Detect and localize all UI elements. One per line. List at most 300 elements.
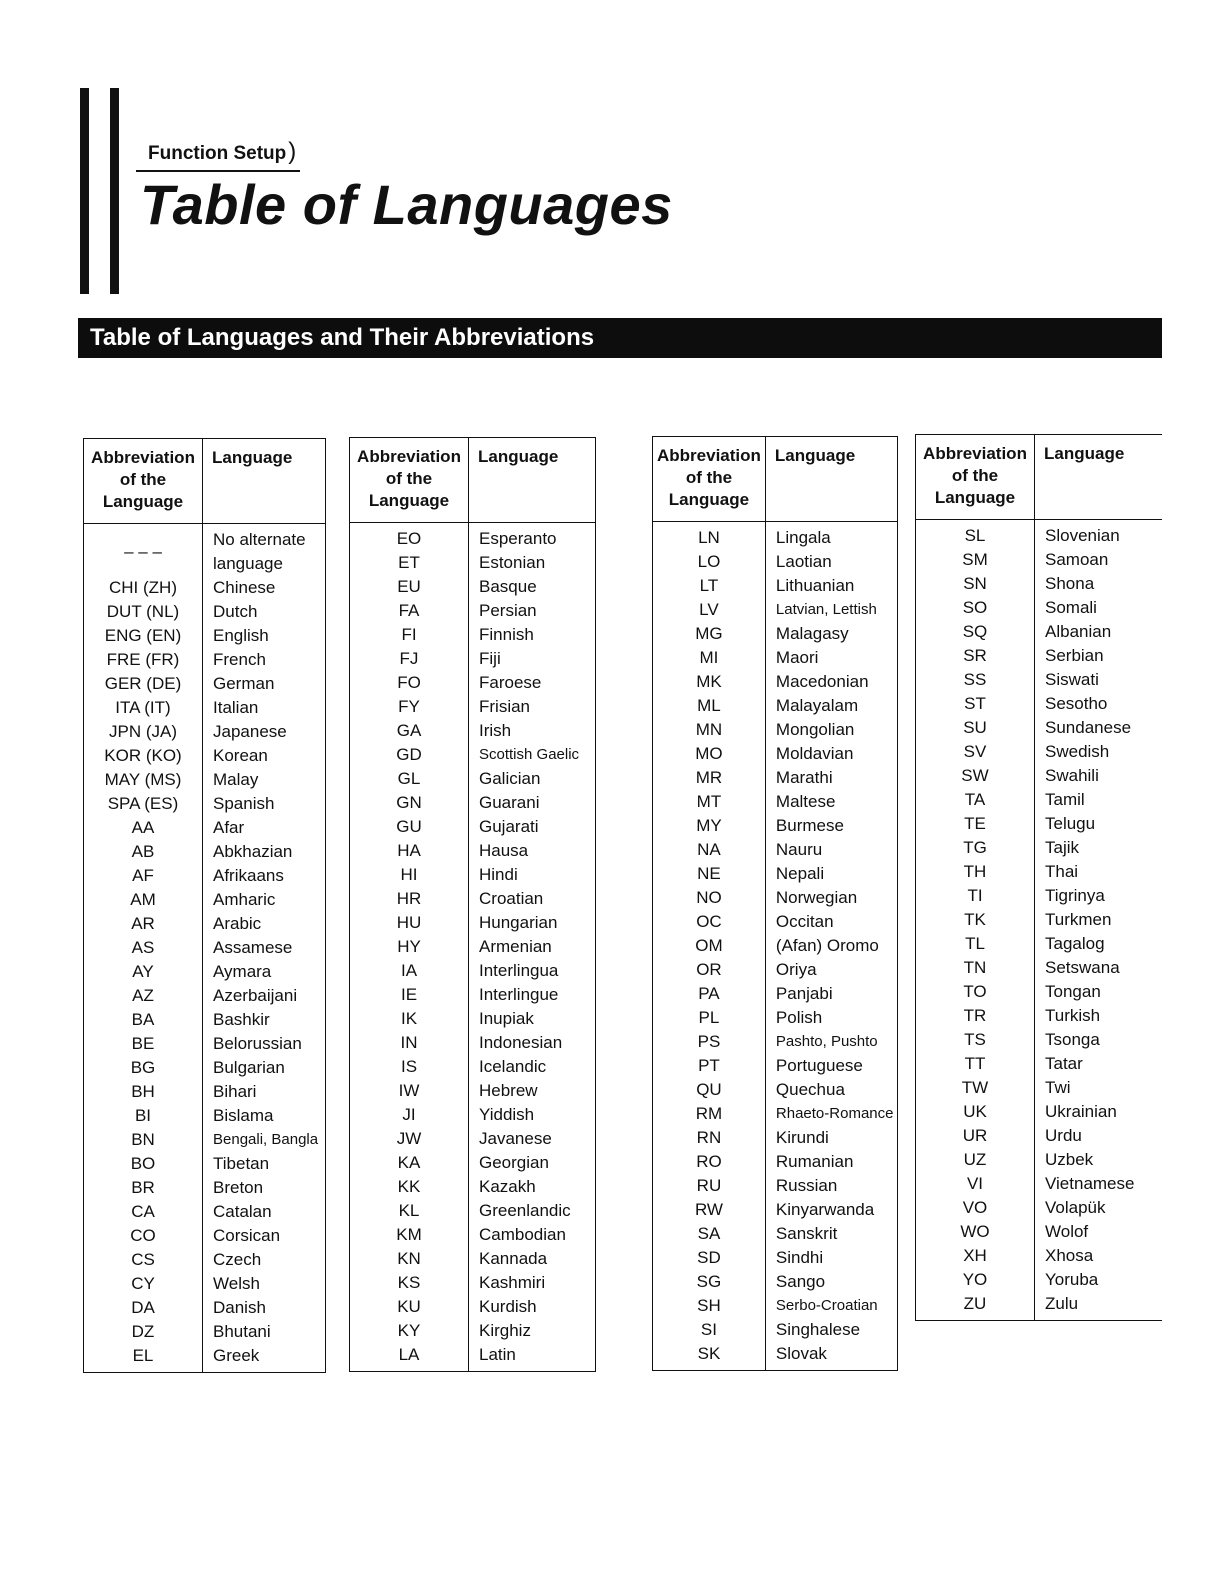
abbreviation-cell: DA bbox=[84, 1296, 203, 1320]
table-row bbox=[84, 984, 326, 1008]
language-cell: Xhosa bbox=[1045, 1246, 1094, 1265]
abbreviation-cell: CA bbox=[84, 1200, 203, 1224]
language-cell: Tajik bbox=[1045, 838, 1080, 857]
table-row bbox=[653, 1126, 898, 1150]
table-row bbox=[84, 1224, 326, 1248]
header-language: Language bbox=[765, 437, 898, 522]
abbreviation-cell: JI bbox=[350, 1103, 469, 1127]
language-cell: Galician bbox=[469, 767, 596, 791]
language-cell: Norwegian bbox=[765, 886, 898, 910]
abbreviation-cell: SA bbox=[653, 1222, 766, 1246]
language-cell: Swahili bbox=[1045, 766, 1099, 785]
abbreviation-cell: SPA (ES) bbox=[84, 792, 203, 816]
table-row bbox=[653, 1222, 898, 1246]
table-row bbox=[653, 790, 898, 814]
language-cell: Tibetan bbox=[203, 1152, 326, 1176]
language-cell: Quechua bbox=[765, 1078, 898, 1102]
language-cell: Spanish bbox=[203, 792, 326, 816]
abbreviation-cell: HR bbox=[350, 887, 469, 911]
abbreviation-cell: SK bbox=[653, 1342, 766, 1371]
table-row bbox=[916, 1124, 1163, 1148]
language-table-3 bbox=[652, 436, 898, 1371]
language-cell: Slovak bbox=[765, 1342, 898, 1371]
header-language: Language bbox=[1035, 435, 1163, 520]
language-cell: Interlingue bbox=[469, 983, 596, 1007]
language-cell: Rumanian bbox=[765, 1150, 898, 1174]
language-table-4 bbox=[915, 434, 1162, 1321]
abbreviation-cell: PL bbox=[653, 1006, 766, 1030]
abbreviation-cell: SQ bbox=[916, 620, 1035, 644]
abbreviation-cell: YO bbox=[916, 1268, 1035, 1292]
abbreviation-cell: HA bbox=[350, 839, 469, 863]
language-cell: Pashto, Pushto bbox=[765, 1030, 898, 1054]
language-cell: Fiji bbox=[469, 647, 596, 671]
table-row bbox=[653, 1174, 898, 1198]
language-cell: Hebrew bbox=[469, 1079, 596, 1103]
abbreviation-cell: KA bbox=[350, 1151, 469, 1175]
table-row bbox=[350, 575, 596, 599]
table-row bbox=[350, 599, 596, 623]
table-row bbox=[653, 742, 898, 766]
abbreviation-cell: LA bbox=[350, 1343, 469, 1372]
abbreviation-cell: AM bbox=[84, 888, 203, 912]
table-row bbox=[653, 622, 898, 646]
language-cell: Occitan bbox=[765, 910, 898, 934]
language-cell: Moldavian bbox=[765, 742, 898, 766]
language-cell: Kirghiz bbox=[469, 1319, 596, 1343]
language-cell: Korean bbox=[203, 744, 326, 768]
abbreviation-cell: GA bbox=[350, 719, 469, 743]
language-cell: German bbox=[203, 672, 326, 696]
table-row bbox=[350, 551, 596, 575]
language-cell: Vietnamese bbox=[1045, 1174, 1135, 1193]
language-cell: Samoan bbox=[1045, 550, 1109, 569]
abbreviation-cell: FO bbox=[350, 671, 469, 695]
table-row bbox=[350, 1271, 596, 1295]
language-cell: No alternate language bbox=[203, 524, 326, 577]
table-row bbox=[84, 648, 326, 672]
language-cell: Macedonian bbox=[765, 670, 898, 694]
table-row bbox=[84, 624, 326, 648]
language-cell: (Afan) Oromo bbox=[765, 934, 898, 958]
abbreviation-cell: JPN (JA) bbox=[84, 720, 203, 744]
abbreviation-cell: KK bbox=[350, 1175, 469, 1199]
table-row bbox=[653, 1006, 898, 1030]
table-row bbox=[653, 718, 898, 742]
language-cell: Tatar bbox=[1045, 1054, 1083, 1073]
abbreviation-cell: KL bbox=[350, 1199, 469, 1223]
table-header-row bbox=[916, 435, 1163, 520]
table-row bbox=[350, 671, 596, 695]
abbreviation-cell: JW bbox=[350, 1127, 469, 1151]
language-cell: Amharic bbox=[203, 888, 326, 912]
language-cell: Portuguese bbox=[765, 1054, 898, 1078]
abbreviation-cell: EU bbox=[350, 575, 469, 599]
abbreviation-cell: SR bbox=[916, 644, 1035, 668]
language-cell: Hindi bbox=[469, 863, 596, 887]
language-cell: Irish bbox=[469, 719, 596, 743]
abbreviation-cell: NA bbox=[653, 838, 766, 862]
table-row bbox=[350, 1031, 596, 1055]
abbreviation-cell: HU bbox=[350, 911, 469, 935]
abbreviation-cell: FA bbox=[350, 599, 469, 623]
table-row bbox=[916, 836, 1163, 860]
language-cell: Inupiak bbox=[469, 1007, 596, 1031]
abbreviation-cell: SN bbox=[916, 572, 1035, 596]
abbreviation-cell: KY bbox=[350, 1319, 469, 1343]
abbreviation-cell: WO bbox=[916, 1220, 1035, 1244]
language-cell: Mongolian bbox=[765, 718, 898, 742]
language-cell: Tsonga bbox=[1045, 1030, 1100, 1049]
abbreviation-cell: IE bbox=[350, 983, 469, 1007]
language-cell: Telugu bbox=[1045, 814, 1096, 833]
abbreviation-cell: FY bbox=[350, 695, 469, 719]
language-cell: Cambodian bbox=[469, 1223, 596, 1247]
language-cell: Ukrainian bbox=[1045, 1102, 1117, 1121]
abbreviation-cell: TN bbox=[916, 956, 1035, 980]
language-cell: Czech bbox=[203, 1248, 326, 1272]
abbreviation-cell: SL bbox=[916, 520, 1035, 549]
language-cell: Slovenian bbox=[1045, 526, 1120, 545]
table-row bbox=[84, 672, 326, 696]
table-row bbox=[916, 932, 1163, 956]
header-abbreviation: Abbreviation of the Language bbox=[84, 439, 203, 524]
table-row bbox=[84, 936, 326, 960]
table-row bbox=[653, 670, 898, 694]
table-row bbox=[84, 1008, 326, 1032]
abbreviation-cell: FRE (FR) bbox=[84, 648, 203, 672]
abbreviation-cell: MG bbox=[653, 622, 766, 646]
table-row bbox=[84, 864, 326, 888]
abbreviation-cell: GN bbox=[350, 791, 469, 815]
language-cell: Hungarian bbox=[469, 911, 596, 935]
language-cell: Tagalog bbox=[1045, 934, 1105, 953]
table-row bbox=[84, 696, 326, 720]
table-row bbox=[84, 960, 326, 984]
language-cell: Corsican bbox=[203, 1224, 326, 1248]
language-cell: Rhaeto-Romance bbox=[765, 1102, 898, 1126]
abbreviation-cell: ZU bbox=[916, 1292, 1035, 1321]
table-row bbox=[350, 623, 596, 647]
language-cell: Nauru bbox=[765, 838, 898, 862]
table-row bbox=[916, 572, 1163, 596]
language-cell: Bhutani bbox=[203, 1320, 326, 1344]
table-row bbox=[653, 1150, 898, 1174]
table-row bbox=[350, 695, 596, 719]
language-cell: Arabic bbox=[203, 912, 326, 936]
table-row bbox=[84, 888, 326, 912]
header-abbreviation: Abbreviation of the Language bbox=[350, 438, 469, 523]
abbreviation-cell: LO bbox=[653, 550, 766, 574]
abbreviation-cell: ET bbox=[350, 551, 469, 575]
abbreviation-cell: IW bbox=[350, 1079, 469, 1103]
abbreviation-cell: BE bbox=[84, 1032, 203, 1056]
abbreviation-cell: TT bbox=[916, 1052, 1035, 1076]
abbreviation-cell: ST bbox=[916, 692, 1035, 716]
abbreviation-cell: TG bbox=[916, 836, 1035, 860]
language-cell: Latvian, Lettish bbox=[765, 598, 898, 622]
abbreviation-cell: BG bbox=[84, 1056, 203, 1080]
table-row bbox=[350, 959, 596, 983]
table-header-row bbox=[350, 438, 596, 523]
abbreviation-cell: MN bbox=[653, 718, 766, 742]
table-row bbox=[653, 1078, 898, 1102]
language-cell: Georgian bbox=[469, 1151, 596, 1175]
header-language: Language bbox=[203, 439, 326, 524]
abbreviation-cell: SO bbox=[916, 596, 1035, 620]
abbreviation-cell: CHI (ZH) bbox=[84, 576, 203, 600]
language-cell: Laotian bbox=[765, 550, 898, 574]
language-cell: Polish bbox=[765, 1006, 898, 1030]
decorative-side-bar-left bbox=[80, 88, 89, 294]
table-row bbox=[84, 720, 326, 744]
language-cell: Kannada bbox=[469, 1247, 596, 1271]
abbreviation-cell: DUT (NL) bbox=[84, 600, 203, 624]
language-cell: Singhalese bbox=[765, 1318, 898, 1342]
language-cell: Urdu bbox=[1045, 1126, 1082, 1145]
language-cell: Malay bbox=[203, 768, 326, 792]
header-abbreviation: Abbreviation of the Language bbox=[653, 437, 766, 522]
language-cell: Bulgarian bbox=[203, 1056, 326, 1080]
language-cell: Greenlandic bbox=[469, 1199, 596, 1223]
abbreviation-cell: KS bbox=[350, 1271, 469, 1295]
table-row bbox=[916, 1172, 1163, 1196]
language-cell: Finnish bbox=[469, 623, 596, 647]
table-row bbox=[916, 1100, 1163, 1124]
abbreviation-cell: FI bbox=[350, 623, 469, 647]
language-cell: Greek bbox=[203, 1344, 326, 1373]
table-row bbox=[84, 524, 326, 577]
abbreviation-cell: TE bbox=[916, 812, 1035, 836]
abbreviation-cell: LV bbox=[653, 598, 766, 622]
abbreviation-cell: VO bbox=[916, 1196, 1035, 1220]
section-label-bracket: ) bbox=[288, 138, 297, 165]
abbreviation-cell: GU bbox=[350, 815, 469, 839]
abbreviation-cell: IK bbox=[350, 1007, 469, 1031]
language-cell: Burmese bbox=[765, 814, 898, 838]
abbreviation-cell: HY bbox=[350, 935, 469, 959]
banner-title: Table of Languages and Their Abbreviations bbox=[78, 318, 1162, 358]
abbreviation-cell: CY bbox=[84, 1272, 203, 1296]
table-row bbox=[350, 839, 596, 863]
table-row bbox=[653, 646, 898, 670]
table-row bbox=[350, 1199, 596, 1223]
table-row bbox=[84, 1056, 326, 1080]
table-row bbox=[84, 816, 326, 840]
table-row bbox=[916, 812, 1163, 836]
language-cell: Indonesian bbox=[469, 1031, 596, 1055]
abbreviation-cell: AS bbox=[84, 936, 203, 960]
abbreviation-cell: XH bbox=[916, 1244, 1035, 1268]
language-cell: Bengali, Bangla bbox=[203, 1128, 326, 1152]
abbreviation-cell: DZ bbox=[84, 1320, 203, 1344]
abbreviation-cell: ML bbox=[653, 694, 766, 718]
language-cell: Nepali bbox=[765, 862, 898, 886]
language-cell: Lithuanian bbox=[765, 574, 898, 598]
table-row bbox=[350, 911, 596, 935]
language-cell: Yoruba bbox=[1045, 1270, 1099, 1289]
abbreviation-cell: BR bbox=[84, 1176, 203, 1200]
abbreviation-cell: TL bbox=[916, 932, 1035, 956]
table-row bbox=[84, 912, 326, 936]
language-cell: Lingala bbox=[765, 522, 898, 551]
abbreviation-cell: TS bbox=[916, 1028, 1035, 1052]
language-cell: Oriya bbox=[765, 958, 898, 982]
abbreviation-cell: SD bbox=[653, 1246, 766, 1270]
language-cell: Bashkir bbox=[203, 1008, 326, 1032]
table-row bbox=[350, 935, 596, 959]
language-cell: Japanese bbox=[203, 720, 326, 744]
abbreviation-cell: RW bbox=[653, 1198, 766, 1222]
language-cell: Bihari bbox=[203, 1080, 326, 1104]
language-cell: Chinese bbox=[203, 576, 326, 600]
table-row bbox=[350, 743, 596, 767]
table-row bbox=[350, 767, 596, 791]
abbreviation-cell: GL bbox=[350, 767, 469, 791]
language-cell: Swedish bbox=[1045, 742, 1110, 761]
table-row bbox=[350, 647, 596, 671]
abbreviation-cell: GER (DE) bbox=[84, 672, 203, 696]
language-cell: Sundanese bbox=[1045, 718, 1132, 737]
abbreviation-cell: TR bbox=[916, 1004, 1035, 1028]
abbreviation-cell: FJ bbox=[350, 647, 469, 671]
table-row bbox=[916, 620, 1163, 644]
header-language: Language bbox=[469, 438, 596, 523]
abbreviation-cell: AB bbox=[84, 840, 203, 864]
table-row bbox=[84, 600, 326, 624]
abbreviation-cell: MK bbox=[653, 670, 766, 694]
abbreviation-cell: VI bbox=[916, 1172, 1035, 1196]
abbreviation-cell: KM bbox=[350, 1223, 469, 1247]
language-cell: Maltese bbox=[765, 790, 898, 814]
table-row bbox=[916, 668, 1163, 692]
language-cell: Scottish Gaelic bbox=[469, 743, 596, 767]
table-row bbox=[916, 764, 1163, 788]
table-row bbox=[653, 1246, 898, 1270]
abbreviation-cell: TO bbox=[916, 980, 1035, 1004]
language-cell: Javanese bbox=[469, 1127, 596, 1151]
table-row bbox=[653, 1102, 898, 1126]
table-row bbox=[653, 522, 898, 551]
abbreviation-cell: HI bbox=[350, 863, 469, 887]
language-cell: Setswana bbox=[1045, 958, 1120, 977]
abbreviation-cell: UK bbox=[916, 1100, 1035, 1124]
language-cell: Uzbek bbox=[1045, 1150, 1094, 1169]
table-row bbox=[84, 1200, 326, 1224]
abbreviation-cell: SU bbox=[916, 716, 1035, 740]
abbreviation-cell: QU bbox=[653, 1078, 766, 1102]
table-row bbox=[350, 1343, 596, 1372]
abbreviation-cell: SH bbox=[653, 1294, 766, 1318]
abbreviation-cell: MY bbox=[653, 814, 766, 838]
language-cell: Sango bbox=[765, 1270, 898, 1294]
abbreviation-cell: ITA (IT) bbox=[84, 696, 203, 720]
table-row bbox=[350, 1175, 596, 1199]
table-row bbox=[653, 550, 898, 574]
table-row bbox=[653, 934, 898, 958]
language-cell: Marathi bbox=[765, 766, 898, 790]
table-row bbox=[84, 744, 326, 768]
table-row bbox=[916, 1052, 1163, 1076]
table-row bbox=[84, 1128, 326, 1152]
table-row bbox=[653, 910, 898, 934]
language-cell: Panjabi bbox=[765, 982, 898, 1006]
language-cell: Kazakh bbox=[469, 1175, 596, 1199]
abbreviation-cell: RM bbox=[653, 1102, 766, 1126]
abbreviation-cell: UZ bbox=[916, 1148, 1035, 1172]
language-cell: Icelandic bbox=[469, 1055, 596, 1079]
language-cell: Kinyarwanda bbox=[765, 1198, 898, 1222]
table-row bbox=[350, 791, 596, 815]
table-row bbox=[916, 740, 1163, 764]
abbreviation-cell: BO bbox=[84, 1152, 203, 1176]
table-row bbox=[653, 886, 898, 910]
table-row bbox=[916, 692, 1163, 716]
abbreviation-cell: IS bbox=[350, 1055, 469, 1079]
language-cell: Malagasy bbox=[765, 622, 898, 646]
table-row bbox=[84, 840, 326, 864]
language-cell: Thai bbox=[1045, 862, 1079, 881]
table-row bbox=[916, 548, 1163, 572]
language-cell: Wolof bbox=[1045, 1222, 1089, 1241]
language-cell: Zulu bbox=[1045, 1294, 1079, 1313]
abbreviation-cell: NO bbox=[653, 886, 766, 910]
table-row bbox=[653, 694, 898, 718]
abbreviation-cell: RU bbox=[653, 1174, 766, 1198]
language-cell: Serbo-Croatian bbox=[765, 1294, 898, 1318]
language-cell: Turkmen bbox=[1045, 910, 1112, 929]
language-cell: Russian bbox=[765, 1174, 898, 1198]
table-row bbox=[916, 1076, 1163, 1100]
language-cell: Breton bbox=[203, 1176, 326, 1200]
table-row bbox=[653, 766, 898, 790]
language-cell: Twi bbox=[1045, 1078, 1071, 1097]
table-row bbox=[653, 814, 898, 838]
table-row bbox=[916, 980, 1163, 1004]
language-cell: Serbian bbox=[1045, 646, 1104, 665]
table-row bbox=[916, 1220, 1163, 1244]
table-row bbox=[84, 1032, 326, 1056]
table-row bbox=[653, 982, 898, 1006]
table-header-row bbox=[84, 439, 326, 524]
table-row bbox=[84, 792, 326, 816]
language-cell: Kashmiri bbox=[469, 1271, 596, 1295]
table-row bbox=[350, 1127, 596, 1151]
language-cell: Tamil bbox=[1045, 790, 1085, 809]
abbreviation-cell: MO bbox=[653, 742, 766, 766]
abbreviation-cell: BA bbox=[84, 1008, 203, 1032]
table-row bbox=[84, 1248, 326, 1272]
language-cell: Catalan bbox=[203, 1200, 326, 1224]
table-row bbox=[916, 520, 1163, 549]
table-row bbox=[84, 1272, 326, 1296]
table-row bbox=[84, 1104, 326, 1128]
language-cell: Kirundi bbox=[765, 1126, 898, 1150]
table-row bbox=[653, 574, 898, 598]
table-row bbox=[84, 1296, 326, 1320]
language-cell: Armenian bbox=[469, 935, 596, 959]
language-cell: Welsh bbox=[203, 1272, 326, 1296]
table-row bbox=[350, 1319, 596, 1343]
language-cell: Gujarati bbox=[469, 815, 596, 839]
language-cell: Sindhi bbox=[765, 1246, 898, 1270]
table-row bbox=[916, 1028, 1163, 1052]
table-row bbox=[350, 1055, 596, 1079]
table-row bbox=[350, 815, 596, 839]
abbreviation-cell: CO bbox=[84, 1224, 203, 1248]
table-row bbox=[916, 860, 1163, 884]
abbreviation-cell: TW bbox=[916, 1076, 1035, 1100]
